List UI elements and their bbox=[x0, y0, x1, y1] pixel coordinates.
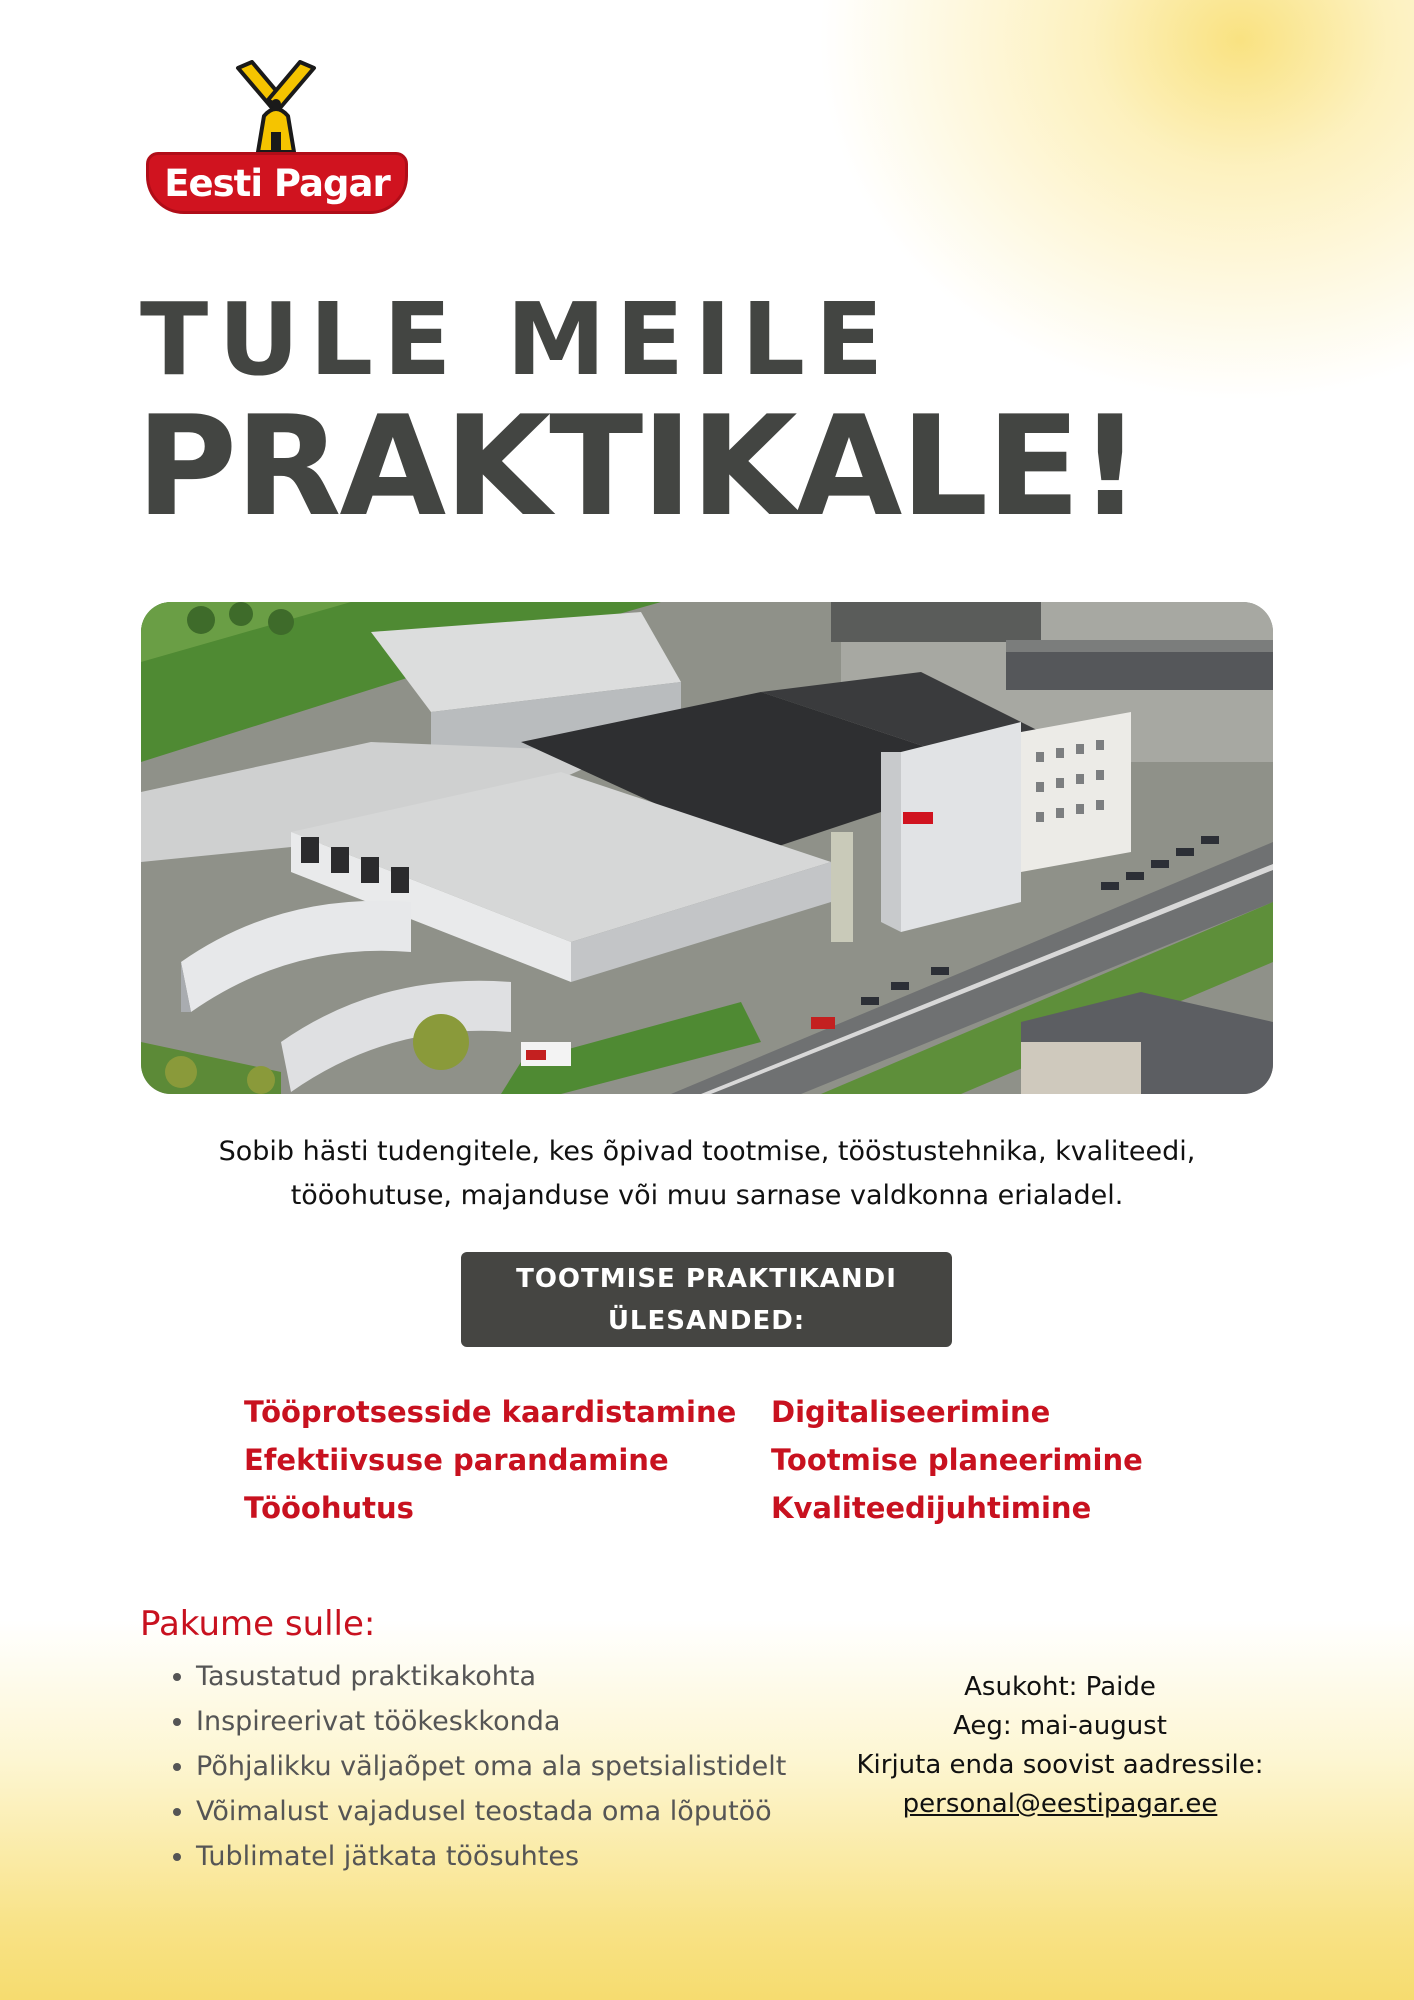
task-item: Tööprotsesside kaardistamine bbox=[244, 1395, 737, 1429]
intro-text bbox=[150, 1130, 1264, 1218]
tasks-heading-box bbox=[461, 1252, 952, 1347]
location-text: Asukoht: Paide bbox=[964, 1672, 1156, 1702]
cta-text: Kirjuta enda soovist aadressile: bbox=[856, 1750, 1264, 1780]
factory-aerial-photo bbox=[141, 602, 1273, 1094]
tasks-list-left bbox=[244, 1388, 736, 1532]
intro-line-1: Sobib hästi tudengitele, kes õpivad tootmise, tööstustehnika, kvaliteedi, bbox=[218, 1136, 1196, 1167]
headline-line-2: PRAKTIKALE! bbox=[136, 386, 1140, 547]
task-item: Tööohutus bbox=[244, 1491, 414, 1525]
intro-line-2: tööohutuse, majanduse või muu sarnase valdkonna erialadel. bbox=[290, 1180, 1124, 1211]
time-text: Aeg: mai-august bbox=[953, 1711, 1167, 1741]
task-item: Efektiivsuse parandamine bbox=[244, 1443, 669, 1477]
windmill-icon bbox=[228, 60, 324, 156]
offer-item: • Tasustatud praktikakohta bbox=[196, 1654, 786, 1699]
offer-heading: Pakume sulle: bbox=[140, 1604, 376, 1644]
task-item: Kvaliteedijuhtimine bbox=[771, 1491, 1092, 1525]
offer-list bbox=[150, 1654, 786, 1879]
brand-logo bbox=[140, 60, 410, 225]
email-link[interactable]: personal@eestipagar.ee bbox=[902, 1789, 1218, 1819]
tasks-list-right bbox=[771, 1388, 1143, 1532]
tasks-heading-line-2: ÜLESANDED: bbox=[607, 1305, 806, 1336]
task-item: Tootmise planeerimine bbox=[771, 1443, 1143, 1477]
tasks-heading-line-1: TOOTMISE PRAKTIKANDI bbox=[516, 1263, 897, 1294]
offer-item: • Inspireerivat töökeskkonda bbox=[196, 1699, 786, 1744]
task-item: Digitaliseerimine bbox=[771, 1395, 1051, 1429]
offer-item: • Põhjalikku väljaõpet oma ala spetsialistidelt bbox=[196, 1744, 786, 1789]
logo-badge bbox=[146, 152, 408, 214]
headline-line-1: TULE MEILE bbox=[140, 281, 894, 398]
contact-info bbox=[830, 1668, 1290, 1824]
logo-text: Eesti Pagar bbox=[164, 161, 390, 205]
offer-item: • Tublimatel jätkata töösuhtes bbox=[196, 1834, 786, 1879]
offer-item: • Võimalust vajadusel teostada oma lõputöö bbox=[196, 1789, 786, 1834]
